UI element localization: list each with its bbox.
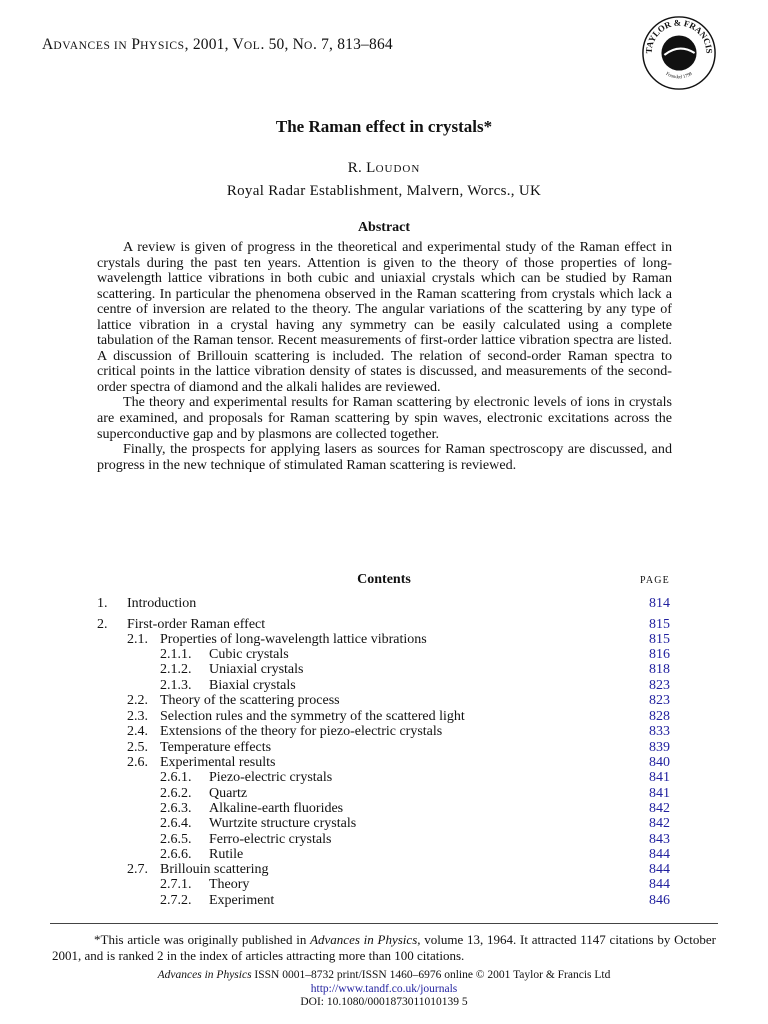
toc-label: Alkaline-earth fluorides [209,801,344,816]
abstract-paragraph-3: Finally, the prospects for applying lasers as sources for Raman spectroscopy are discussed, and progress in the new technique of stimulated Raman scattering is reviewed. [97,441,672,473]
toc-label: Experiment [209,893,275,908]
toc-page-link[interactable]: 814 [649,596,670,611]
toc-entry[interactable] [97,709,670,725]
toc-page-link[interactable]: 833 [649,724,670,739]
toc-label: Selection rules and the symmetry of the scattered light [160,709,465,724]
toc-label: Wurtzite structure crystals [209,816,357,831]
footnote-text-after: , volume 13, 1964. It attracted 1147 citations by October 2001, and is ranked 2 in the index of articles attracting more than 100 citations. [52,932,716,963]
toc-label: Uniaxial crystals [209,662,304,677]
toc-label: Piezo-electric crystals [209,770,333,785]
toc-page-link[interactable]: 815 [649,632,670,647]
toc-entry[interactable] [97,678,670,694]
toc-number: 2. [97,617,108,632]
toc-label: Rutile [209,847,244,862]
toc-label: Theory [209,877,250,892]
journal-url-link[interactable]: http://www.tandf.co.uk/journals [310,982,458,995]
header-cap-n: N [292,36,305,53]
toc-label: Cubic crystals [209,647,289,662]
header-volume: . 50, [260,36,289,53]
toc-page-link[interactable]: 842 [649,801,670,816]
footnote-text-before: This article was originally published in [100,932,311,947]
header-year-value: 2001, [192,36,229,53]
toc-number: 2.7. [127,862,148,877]
toc-entry[interactable] [97,740,670,756]
toc-label: Theory of the scattering process [160,693,340,708]
toc-number: 2.6.1. [160,770,192,785]
imprint-issn: ISSN 0001–8732 print/ISSN 1460–6976 online © 2001 Taylor & Francis Ltd [251,969,611,981]
toc-entry[interactable] [97,617,670,633]
toc-page-link[interactable]: 843 [649,832,670,847]
toc-entry[interactable] [97,893,670,909]
toc-entry[interactable] [97,832,670,848]
toc-entry[interactable] [97,724,670,740]
toc-entry[interactable] [97,693,670,709]
toc-page-link[interactable]: 844 [649,862,670,877]
toc-entry[interactable] [97,801,670,817]
toc-page-link[interactable]: 823 [649,693,670,708]
toc-page-link[interactable]: 816 [649,647,670,662]
toc-page-link[interactable]: 841 [649,770,670,785]
abstract-paragraph-1: A review is given of progress in the theoretical and experimental study of the Raman effect in crystals during the past ten years. Attention is given to the theory of those properties of long-wavelength lattice vibrations in both cubic and uniaxial crystals which can be studied by Raman scattering. In particular the phenomena observed in the Raman scattering from crystals which lack a centre of inversion are related to the theory. The angular variations of the scattering by any type of lattice vibration in a crystal having any symmetry can be easily calculated using a complete tabulation of the Raman tensor. Recent measurements of first-order lattice vibration spectra are listed. A discussion of Brillouin scattering is included. The relation of second-order Raman spectra to critical points in the lattice vibration density of states is discussed, and measurements of the second-order spectra of diamond and the alkali halides are reviewed. [97,239,672,395]
toc-number: 1. [97,596,108,611]
footnote-marker: * [94,932,101,947]
toc-number: 2.1.1. [160,647,192,662]
footnote [52,932,716,964]
toc-label: First-order Raman effect [127,617,266,632]
header-word-physics: HYSICS [140,40,185,52]
toc-label: Introduction [127,596,197,611]
contents-heading: Contents [357,572,411,587]
toc-page-link[interactable]: 840 [649,755,670,770]
publisher-logo [640,14,718,92]
header-year: , [184,36,193,53]
toc-entry[interactable] [97,647,670,663]
logo-top-text: TAYLOR & FRANCIS [643,17,715,54]
toc-number: 2.1.3. [160,678,192,693]
toc-page-link[interactable]: 828 [649,709,670,724]
toc-page-link[interactable]: 818 [649,662,670,677]
toc-number: 2.3. [127,709,148,724]
footnote-divider [50,923,718,924]
toc-number: 2.6.2. [160,786,192,801]
toc-page-link[interactable]: 823 [649,678,670,693]
page-column-label: PAGE [640,575,670,586]
toc-label: Quartz [209,786,248,801]
header-word-no: O [304,40,313,52]
toc-number: 2.7.1. [160,877,192,892]
toc-label: Temperature effects [160,740,272,755]
toc-number: 2.2. [127,693,148,708]
toc-number: 2.6.6. [160,847,192,862]
toc-label: Ferro-electric crystals [209,832,332,847]
header-word-advances: DVANCES IN [53,40,128,52]
toc-entry[interactable] [97,662,670,678]
header-word-vol: OL [243,40,261,52]
journal-header [42,36,393,54]
affiliation: Royal Radar Establishment, Malvern, Worcs., UK [226,183,542,199]
toc-entry[interactable] [97,847,670,863]
toc-number: 2.1. [127,632,148,647]
toc-label: Extensions of the theory for piezo-electric crystals [160,724,443,739]
toc-entry[interactable] [97,862,670,878]
imprint-issn-line [0,969,768,983]
toc-page-link[interactable]: 839 [649,740,670,755]
abstract-paragraph-2: The theory and experimental results for Raman scattering by electronic levels of ions in crystals are examined, and proposals for Raman scattering by spin waves, electronic excitations across the superconductive gap and by plasmons are collected together. [97,394,672,442]
toc-number: 2.5. [127,740,148,755]
toc-page-link[interactable]: 842 [649,816,670,831]
toc-number: 2.7.2. [160,893,192,908]
toc-page-link[interactable]: 846 [649,893,670,908]
toc-entry[interactable] [97,877,670,893]
toc-label: Properties of long-wavelength lattice vibrations [160,632,427,647]
abstract-body [97,240,672,473]
toc-page-link[interactable]: 841 [649,786,670,801]
toc-entry[interactable] [97,770,670,786]
toc-entry[interactable] [97,786,670,802]
header-cap-v: V [232,36,244,53]
header-cap-a: A [42,36,54,53]
imprint-journal: Advances in Physics [157,969,252,981]
toc-entry[interactable] [97,632,670,648]
footnote-journal: Advances in Physics [310,932,418,947]
toc-number: 2.6.3. [160,801,192,816]
toc-page-link[interactable]: 844 [649,877,670,892]
toc-entry[interactable] [97,755,670,771]
toc-number: 2.6.5. [160,832,192,847]
logo-bottom-text: Founded 1798 [664,71,694,81]
abstract-heading: Abstract [357,220,411,235]
toc-page-link[interactable]: 815 [649,617,670,632]
toc-number: 2.1.2. [160,662,192,677]
toc-entry[interactable] [97,596,670,612]
toc-number: 2.6.4. [160,816,192,831]
footnote-paragraph [52,932,716,964]
imprint [0,969,768,1010]
toc-number: 2.4. [127,724,148,739]
author [0,160,768,177]
article-title: The Raman effect in crystals* [275,117,493,136]
toc-entry[interactable] [97,816,670,832]
author-initial: R. L [347,160,376,176]
toc-label: Experimental results [160,755,276,770]
header-cap-p: P [131,36,141,53]
toc-page-link[interactable]: 844 [649,847,670,862]
author-surname: OUDON [375,163,421,175]
header-issue-pages: . 7, 813–864 [312,36,393,53]
imprint-doi: DOI: 10.1080/0001873011010139 5 [300,996,468,1009]
toc-label: Brillouin scattering [160,862,269,877]
toc-number: 2.6. [127,755,148,770]
toc-label: Biaxial crystals [209,678,296,693]
